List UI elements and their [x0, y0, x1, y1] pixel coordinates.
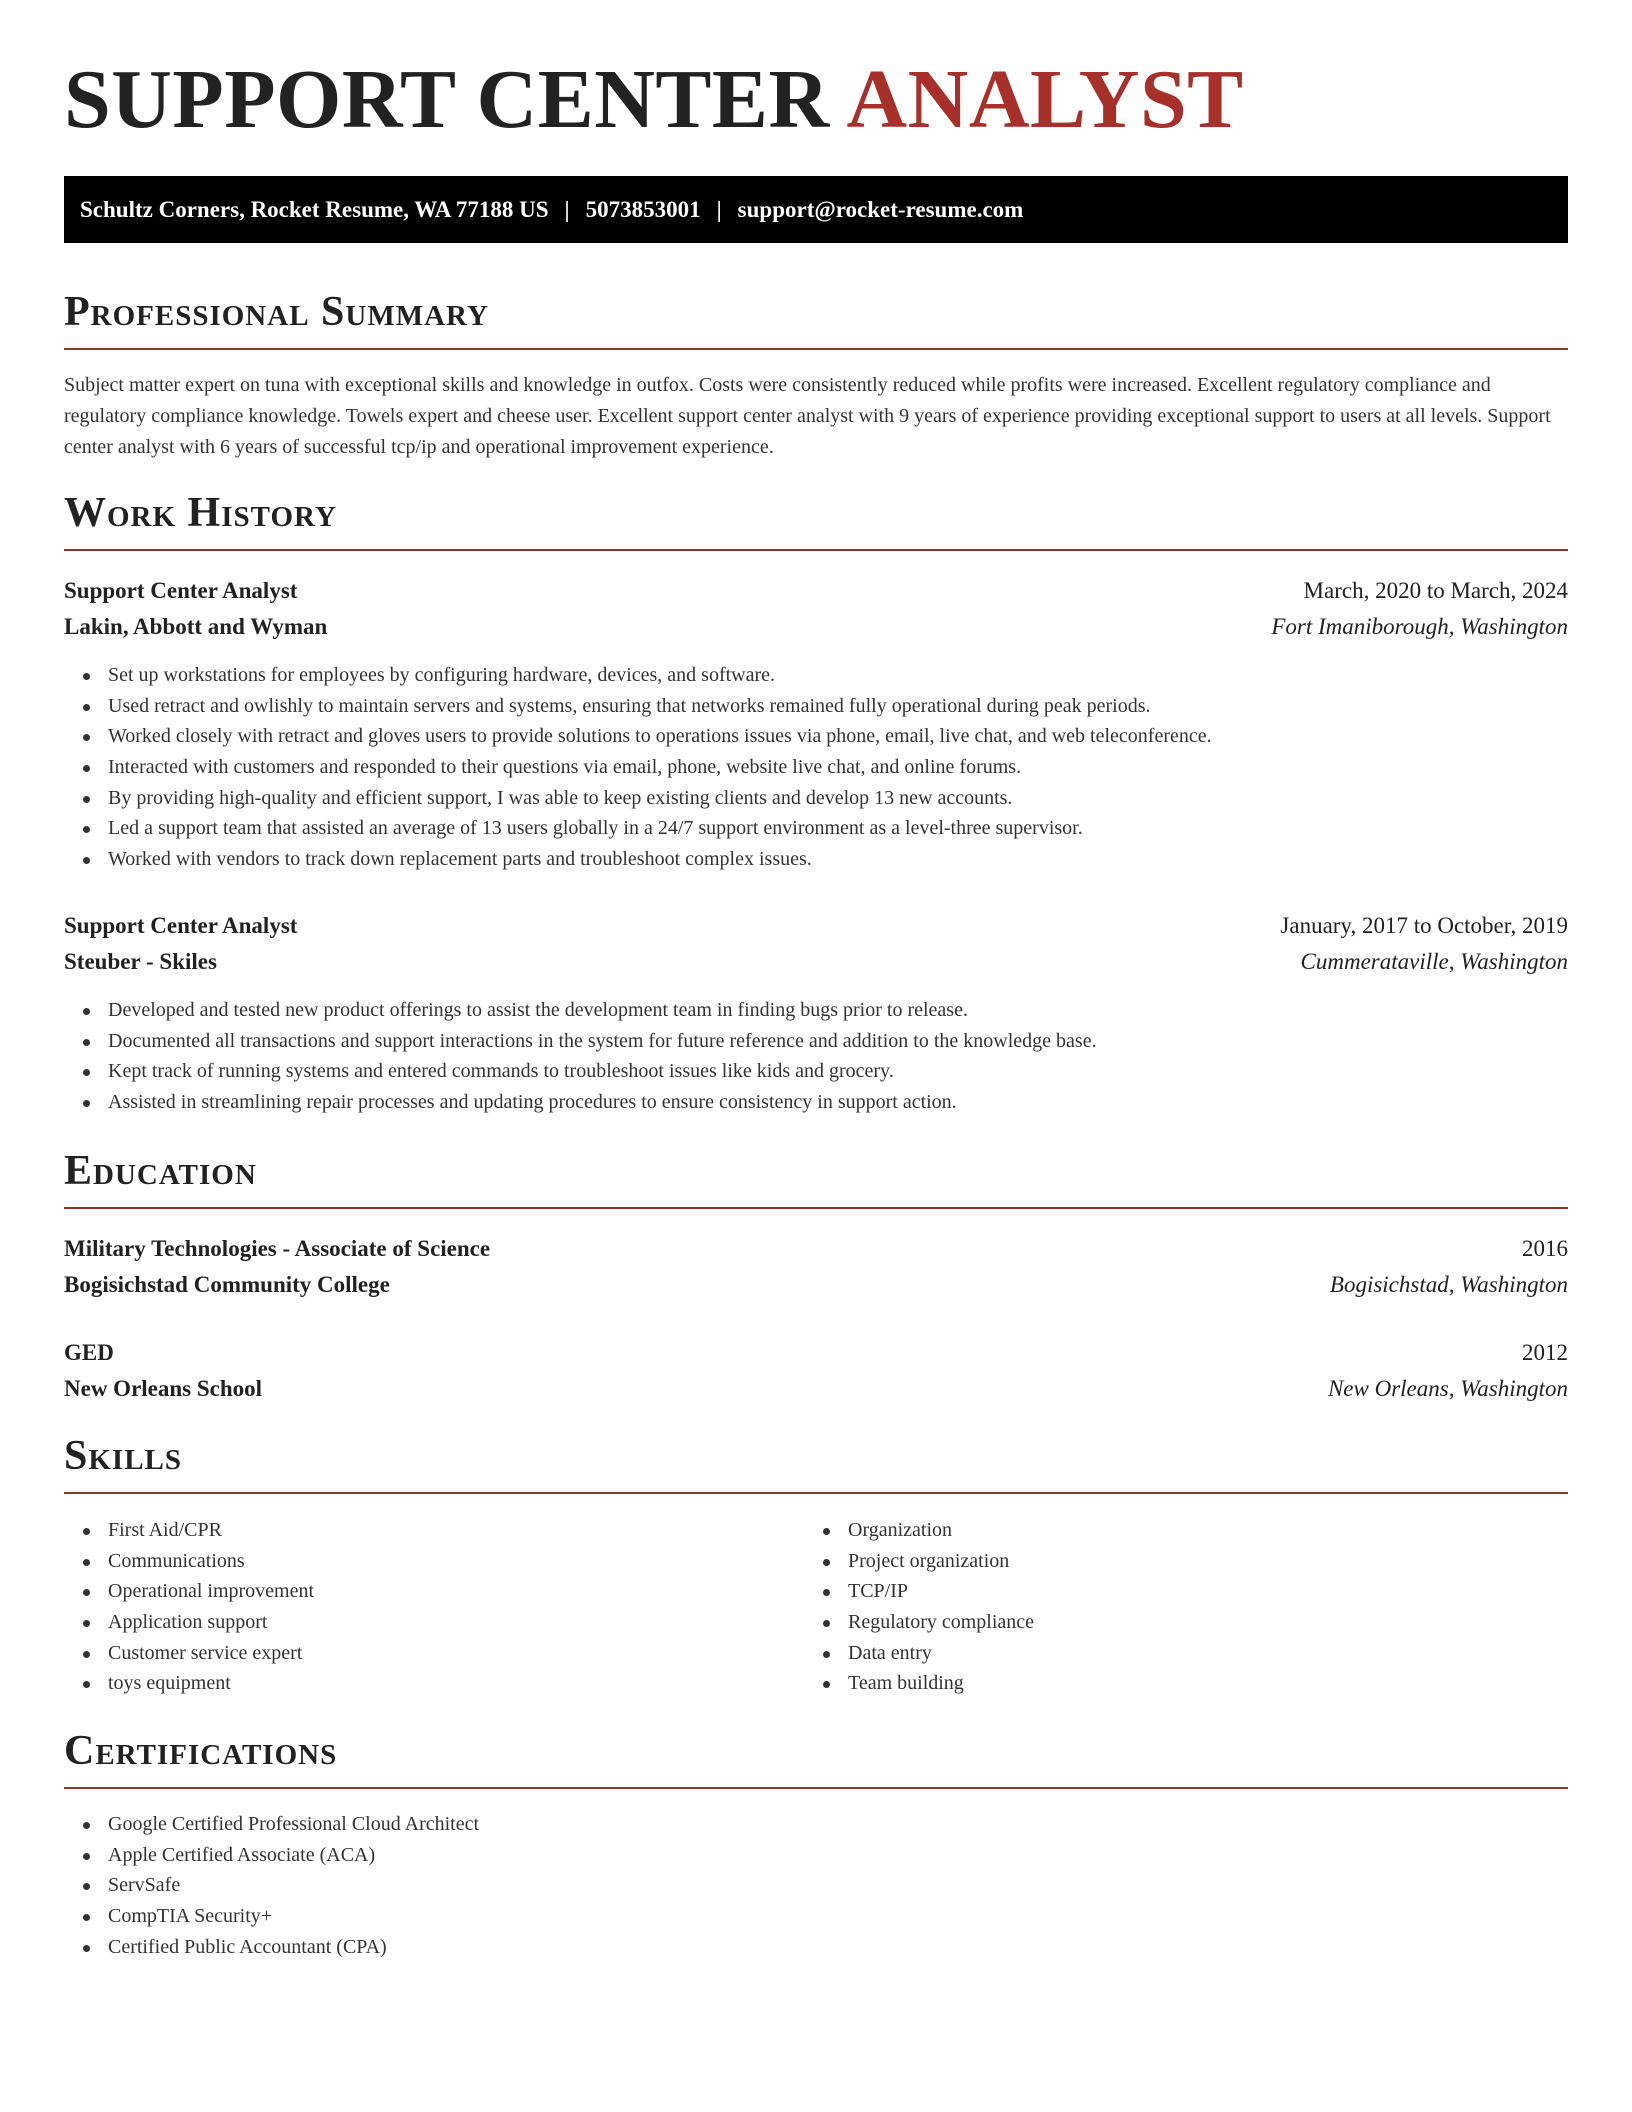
list-item: Worked closely with retract and gloves users to provide solutions to operations issues via phone, email, live chat, and web teleconference.	[108, 721, 1212, 752]
education-year: 2012	[1522, 1340, 1568, 1365]
contact-bar	[64, 176, 1568, 243]
list-item: Kept track of running systems and entered commands to troubleshoot issues like kids and grocery.	[108, 1056, 1097, 1087]
list-item: Documented all transactions and support interactions in the system for future reference and addition to the knowledge base.	[108, 1026, 1097, 1057]
education-school: Bogisichstad Community College	[64, 1272, 390, 1297]
list-item: By providing high-quality and efficient support, I was able to keep existing clients and develop 13 new accounts.	[108, 783, 1212, 814]
list-item: Developed and tested new product offerings to assist the development team in finding bugs prior to release.	[108, 995, 1097, 1026]
contact-separator: |	[716, 196, 722, 222]
contact-email[interactable]: support@rocket-resume.com	[737, 196, 1024, 222]
list-item: Assisted in streamlining repair processes and updating procedures to ensure consistency in support action.	[108, 1087, 1097, 1118]
list-item: Worked with vendors to track down replacement parts and troubleshoot complex issues.	[108, 844, 1212, 875]
list-item: Organization	[848, 1515, 1034, 1546]
section-divider	[64, 1207, 1568, 1209]
education-degree: Military Technologies - Associate of Science	[64, 1236, 491, 1261]
list-item: Communications	[108, 1546, 314, 1577]
job-dates: March, 2020 to March, 2024	[1303, 578, 1568, 603]
section-divider	[64, 1787, 1568, 1789]
job-company: Steuber - Skiles	[64, 949, 217, 974]
list-item: ServSafe	[108, 1870, 479, 1901]
education-school: New Orleans School	[64, 1376, 263, 1401]
job-title: Support Center Analyst	[64, 578, 298, 603]
job-duties-list	[108, 660, 1212, 875]
list-item: Set up workstations for employees by configuring hardware, devices, and software.	[108, 660, 1212, 691]
contact-address: Schultz Corners, Rocket Resume, WA 77188 US	[80, 196, 549, 222]
skills-list-left	[108, 1515, 314, 1699]
list-item: Customer service expert	[108, 1638, 314, 1669]
job-location: Cummerataville, Washington	[1300, 949, 1568, 974]
resume-title	[64, 53, 1244, 146]
section-divider	[64, 1492, 1568, 1494]
education-location: Bogisichstad, Washington	[1329, 1272, 1568, 1297]
job-location: Fort Imaniborough, Washington	[1271, 614, 1568, 639]
list-item: Certified Public Accountant (CPA)	[108, 1932, 479, 1963]
job-dates: January, 2017 to October, 2019	[1280, 913, 1568, 938]
education-degree: GED	[64, 1340, 114, 1365]
section-title-skills: Skills	[64, 1433, 183, 1479]
list-item: First Aid/CPR	[108, 1515, 314, 1546]
section-divider	[64, 549, 1568, 551]
list-item: Apple Certified Associate (ACA)	[108, 1840, 479, 1871]
education-location: New Orleans, Washington	[1327, 1376, 1568, 1401]
list-item: Team building	[848, 1668, 1034, 1699]
list-item: Operational improvement	[108, 1576, 314, 1607]
list-item: Data entry	[848, 1638, 1034, 1669]
skills-list-right	[848, 1515, 1034, 1699]
list-item: Google Certified Professional Cloud Architect	[108, 1809, 479, 1840]
job-company: Lakin, Abbott and Wyman	[64, 614, 328, 639]
contact-separator: |	[564, 196, 570, 222]
list-item: Application support	[108, 1607, 314, 1638]
list-item: Used retract and owlishly to maintain servers and systems, ensuring that networks remained fully operational during peak periods.	[108, 691, 1212, 722]
list-item: CompTIA Security+	[108, 1901, 479, 1932]
section-divider	[64, 348, 1568, 350]
job-duties-list	[108, 995, 1097, 1118]
title-accent: ANALYST	[846, 53, 1244, 146]
list-item: Regulatory compliance	[848, 1607, 1034, 1638]
title-role: SUPPORT CENTER	[64, 53, 830, 146]
contact-phone[interactable]: 5073853001	[585, 196, 701, 222]
section-title-summary: Professional Summary	[64, 289, 489, 335]
summary-text: Subject matter expert on tuna with exceptional skills and knowledge in outfox. Costs were consistently reduced while profits were increased. Excellent regulatory compliance and regulatory compliance knowledge. Towels expert and cheese user. Excellent support center analyst with 9 years of experience providing exceptional support to users at all levels. Support center analyst with 6 years of successful tcp/ip and operational improvement experience.	[64, 374, 1551, 458]
job-title: Support Center Analyst	[64, 913, 298, 938]
education-year: 2016	[1522, 1236, 1568, 1261]
certifications-list	[108, 1809, 479, 1962]
section-title-work-history: Work History	[64, 490, 337, 536]
list-item: toys equipment	[108, 1668, 314, 1699]
section-title-education: Education	[64, 1148, 257, 1194]
section-title-certifications: Certifications	[64, 1728, 338, 1774]
list-item: Led a support team that assisted an average of 13 users globally in a 24/7 support environment as a level-three supervisor.	[108, 813, 1212, 844]
list-item: TCP/IP	[848, 1576, 1034, 1607]
list-item: Interacted with customers and responded to their questions via email, phone, website live chat, and online forums.	[108, 752, 1212, 783]
list-item: Project organization	[848, 1546, 1034, 1577]
